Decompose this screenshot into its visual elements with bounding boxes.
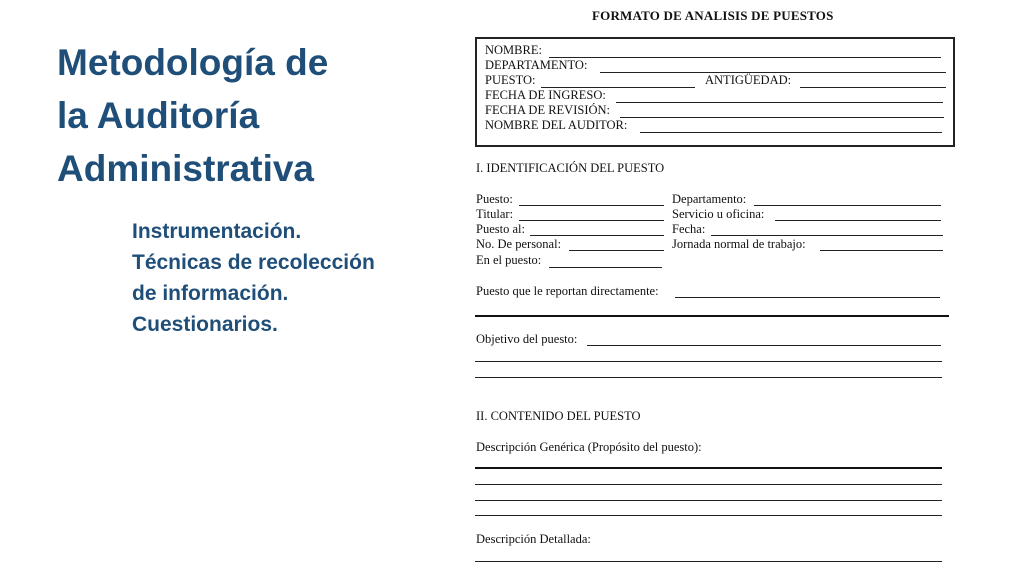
- label-puesto: PUESTO:: [485, 73, 536, 87]
- label-s1-servicio: Servicio u oficina:: [672, 207, 765, 221]
- label-s1-jornada: Jornada normal de trabajo:: [672, 237, 806, 251]
- line-s1-objetivo-2: [475, 361, 942, 362]
- line-s1-objetivo-1: [587, 345, 941, 346]
- title-line-2: la Auditoría: [57, 95, 260, 136]
- line-s1-jornada: [820, 250, 943, 251]
- title-line-1: Metodología de: [57, 42, 329, 83]
- line-s2-generica-1: [475, 467, 942, 469]
- line-s2-generica-3: [475, 500, 942, 501]
- line-s1-servicio: [775, 220, 941, 221]
- label-s1-departamento: Departamento:: [672, 192, 747, 206]
- label-fecha-revision: FECHA DE REVISIÓN:: [485, 103, 611, 117]
- label-s1-puesto: Puesto:: [476, 192, 513, 206]
- title-line-3: Administrativa: [57, 148, 315, 189]
- label-s1-reportan: Puesto que le reportan directamente:: [476, 284, 659, 298]
- line-s1-titular: [519, 220, 664, 221]
- line-s1-no-personal: [569, 250, 664, 251]
- section-divider: [475, 315, 949, 317]
- label-s1-objetivo: Objetivo del puesto:: [476, 332, 578, 346]
- line-fecha-revision: [620, 117, 944, 118]
- label-s2-detallada: Descripción Detallada:: [476, 532, 591, 546]
- label-departamento: DEPARTAMENTO:: [485, 58, 588, 72]
- subtopic-4: Cuestionarios.: [132, 313, 278, 336]
- label-s1-no-personal: No. De personal:: [476, 237, 562, 251]
- subtopic-2: Técnicas de recolección: [132, 251, 375, 274]
- line-s1-objetivo-3: [475, 377, 942, 378]
- label-s1-en-puesto: En el puesto:: [476, 253, 542, 267]
- label-s1-puesto-al: Puesto al:: [476, 222, 525, 236]
- line-s1-departamento: [754, 205, 941, 206]
- line-s1-puesto-al: [530, 235, 664, 236]
- label-s1-fecha: Fecha:: [672, 222, 706, 236]
- label-s2-generica: Descripción Genérica (Propósito del puesto):: [476, 440, 702, 454]
- line-nombre-auditor: [640, 132, 942, 133]
- subtopic-3: de información.: [132, 282, 289, 305]
- line-fecha-ingreso: [616, 102, 943, 103]
- line-nombre: [549, 57, 941, 58]
- form-title: FORMATO DE ANALISIS DE PUESTOS: [592, 8, 834, 23]
- section-1-heading: I. IDENTIFICACIÓN DEL PUESTO: [476, 161, 665, 175]
- line-s1-puesto: [519, 205, 664, 206]
- line-s2-generica-4: [475, 515, 942, 516]
- subtopic-1: Instrumentación.: [132, 220, 302, 243]
- line-s2-detallada-1: [475, 561, 942, 562]
- line-s1-reportan: [675, 297, 940, 298]
- label-fecha-ingreso: FECHA DE INGRESO:: [485, 88, 606, 102]
- label-nombre-auditor: NOMBRE DEL AUDITOR:: [485, 118, 628, 132]
- line-s2-generica-2: [475, 484, 942, 485]
- label-antiguedad: ANTIGÜEDAD:: [705, 73, 792, 87]
- label-nombre: NOMBRE:: [485, 43, 542, 57]
- line-s1-fecha: [711, 235, 943, 236]
- section-2-heading: II. CONTENIDO DEL PUESTO: [476, 409, 641, 423]
- line-antiguedad: [800, 87, 946, 88]
- label-s1-titular: Titular:: [476, 207, 514, 221]
- line-s1-en-puesto: [549, 267, 662, 268]
